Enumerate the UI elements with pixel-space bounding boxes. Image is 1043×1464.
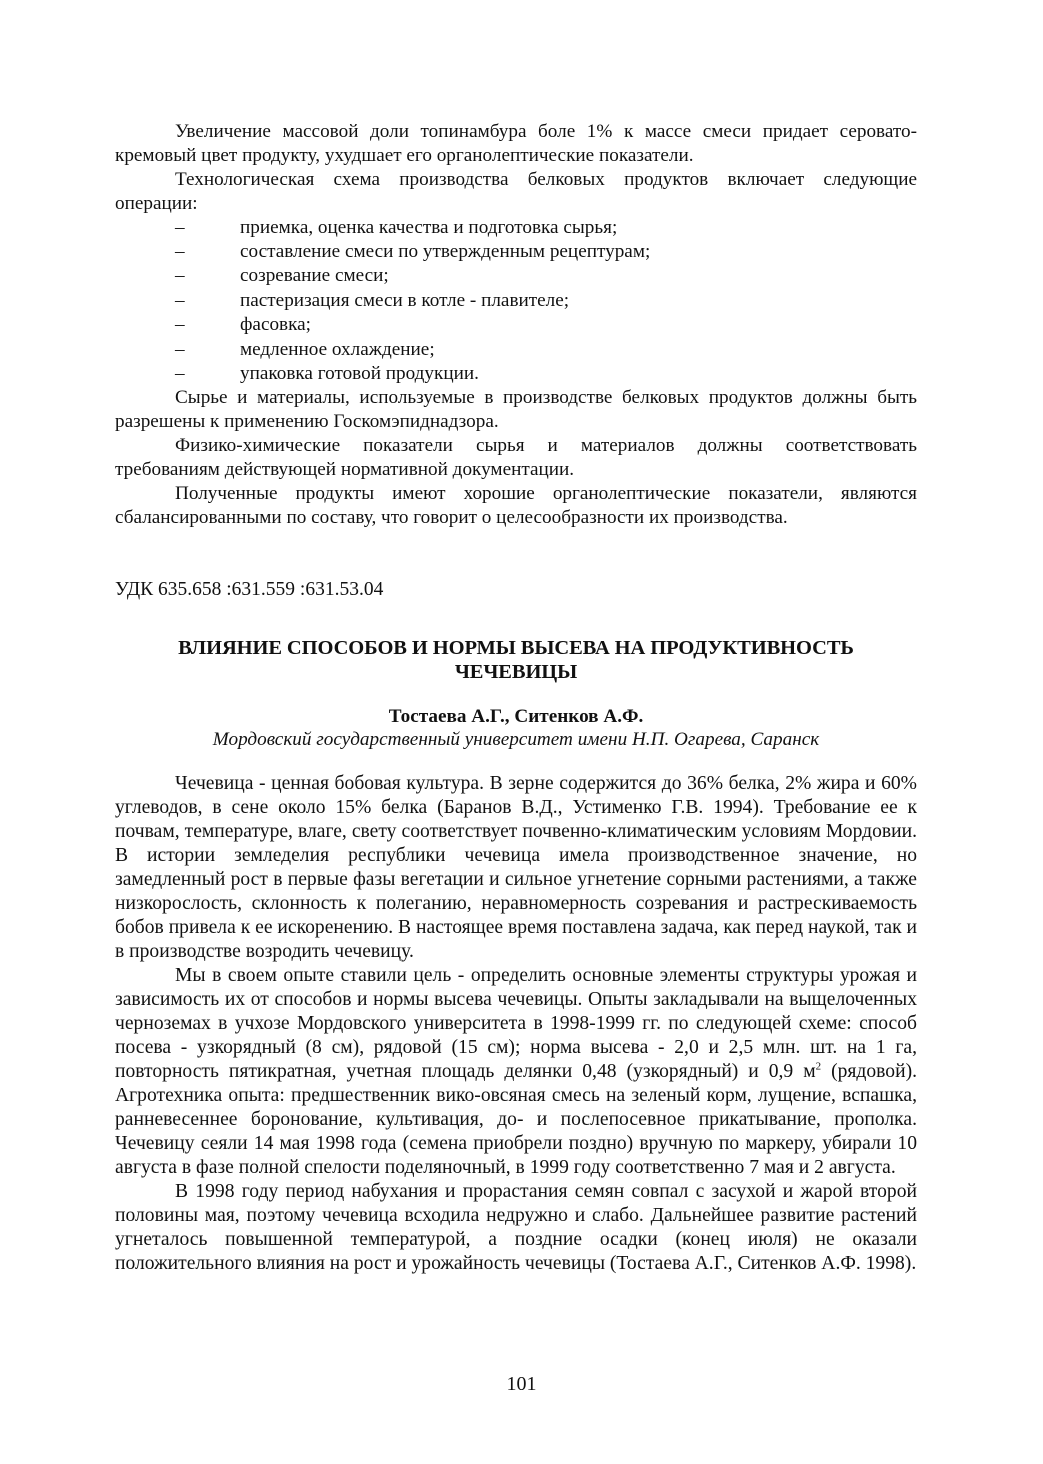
article-body [115, 772, 917, 1276]
article-title-line-1: ВЛИЯНИЕ СПОСОБОВ И НОРМЫ ВЫСЕВА НА ПРОДУКТИВНОСТЬ [178, 636, 854, 659]
article-title-line-2: ЧЕЧЕВИЦЫ [454, 660, 578, 683]
intro-paragraph-4: Физико-химические показатели сырья и материалов должны соответствовать требованиям действующей нормативной документации. [115, 435, 917, 481]
list-item: – составление смеси по утвержденным рецептурам; [115, 240, 917, 264]
list-dash: – [175, 241, 185, 263]
operations-list [115, 216, 917, 387]
list-dash: – [175, 289, 185, 311]
list-dash: – [175, 363, 185, 385]
page-content [115, 120, 917, 1276]
intro-paragraph-2: Технологическая схема производства белковых продуктов включает следующие операции: [115, 168, 917, 214]
intro-paragraph-1: Увеличение массовой доли топинамбура боле 1% к массе смеси придает серовато-кремовый цвет продукту, ухудшает его органолептические показатели. [115, 121, 917, 166]
article-affiliation: Мордовский государственный университет имени Н.П. Огарева, Саранск [212, 728, 820, 750]
intro-paragraph-5: Полученные продукты имеют хорошие органолептические показатели, являются сбалансированными по составу, что говорит о целесообразности их производства. [115, 483, 917, 528]
list-dash: – [175, 314, 185, 336]
article-title [115, 636, 917, 684]
list-item: – приемка, оценка качества и подготовка сырья; [115, 216, 917, 240]
list-item: – упаковка готовой продукции. [115, 362, 917, 386]
list-dash: – [175, 265, 185, 287]
page-number: 101 [506, 1373, 537, 1395]
list-item: – медленное охлаждение; [115, 338, 917, 362]
list-item: – созревание смеси; [115, 264, 917, 288]
article-paragraph-3: В 1998 году период набухания и прорастания семян совпал с засухой и жарой второй половины мая, поэтому чечевица всходила недружно и слабо. Дальнейшее развитие растений угнеталось повышенной температурой, а поздние осадки (конец июля) не оказали положительного влияния на рост и урожайность чечевицы (Тостаева А.Г., Ситенков А.Ф. 1998). [115, 1180, 917, 1274]
article-paragraph-2: Мы в своем опыте ставили цель - определить основные элементы структуры урожая и зависимость их от способов и нормы высева чечевицы. Опыты закладывали на выщелоченных черноземах в учхозе Мордовского университета в 1998-1999 гг. по следующей схеме: способ посева - узкорядный (8 см), рядовой (15 см); норма высева - 2,0 и 2,5 млн. шт. на 1 га, повторность пятикратная, учетная площадь делянки 0,48 (узкорядный) и 0,9 $м^2$ (рядовой). Агротехника опыта: предшественник вико-овсяная смесь на зеленый корм, лущение, вспашка, ранневесеннее боронование, культивация, до- и послепосевное прикатывание, прополка. Чечевицу сеяли 14 мая 1998 года (семена приобрели поздно) вручную по маркеру, убирали 10 августа в фазе полной спелости поделяночный, в 1999 году соответственно 7 мая и 2 августа. [115, 964, 917, 1178]
article-paragraph-1: Чечевица - ценная бобовая культура. В зерне содержится до 36% белка, 2% жира и 60% углеводов, в сене около 15% белка (Баранов В.Д., Устименко Г.В. 1994). Требование ее к почвам, температуре, влаге, свету соответствует почвенно-климатическим условиям Мордовии. В истории земледелия республики чечевица имела производственное значение, но замедленный рост в первые фазы вегетации и сильное угнетение сорными растениями, а также низкорослость, склонность к полеганию, неравномерность созревания и растрескиваемость бобов привела к ее искоренению. В настоящее время поставлена задача, как перед наукой, так и в производстве возродить чечевицу. [115, 772, 917, 962]
list-item: – фасовка; [115, 313, 917, 337]
list-dash: – [175, 216, 185, 238]
list-dash: – [175, 338, 185, 360]
intro-paragraph-3: Сырье и материалы, используемые в производстве белковых продуктов должны быть разрешены к применению Госкомэпиднадзора. [115, 387, 917, 433]
list-item: – пастеризация смеси в котле - плавителе; [115, 289, 917, 313]
udk-code: УДК 635.658 :631.559 :631.53.04 [115, 578, 384, 600]
article-authors: Тостаева А.Г., Ситенков А.Ф. [388, 705, 644, 727]
superscript: 2 [815, 1060, 822, 1073]
